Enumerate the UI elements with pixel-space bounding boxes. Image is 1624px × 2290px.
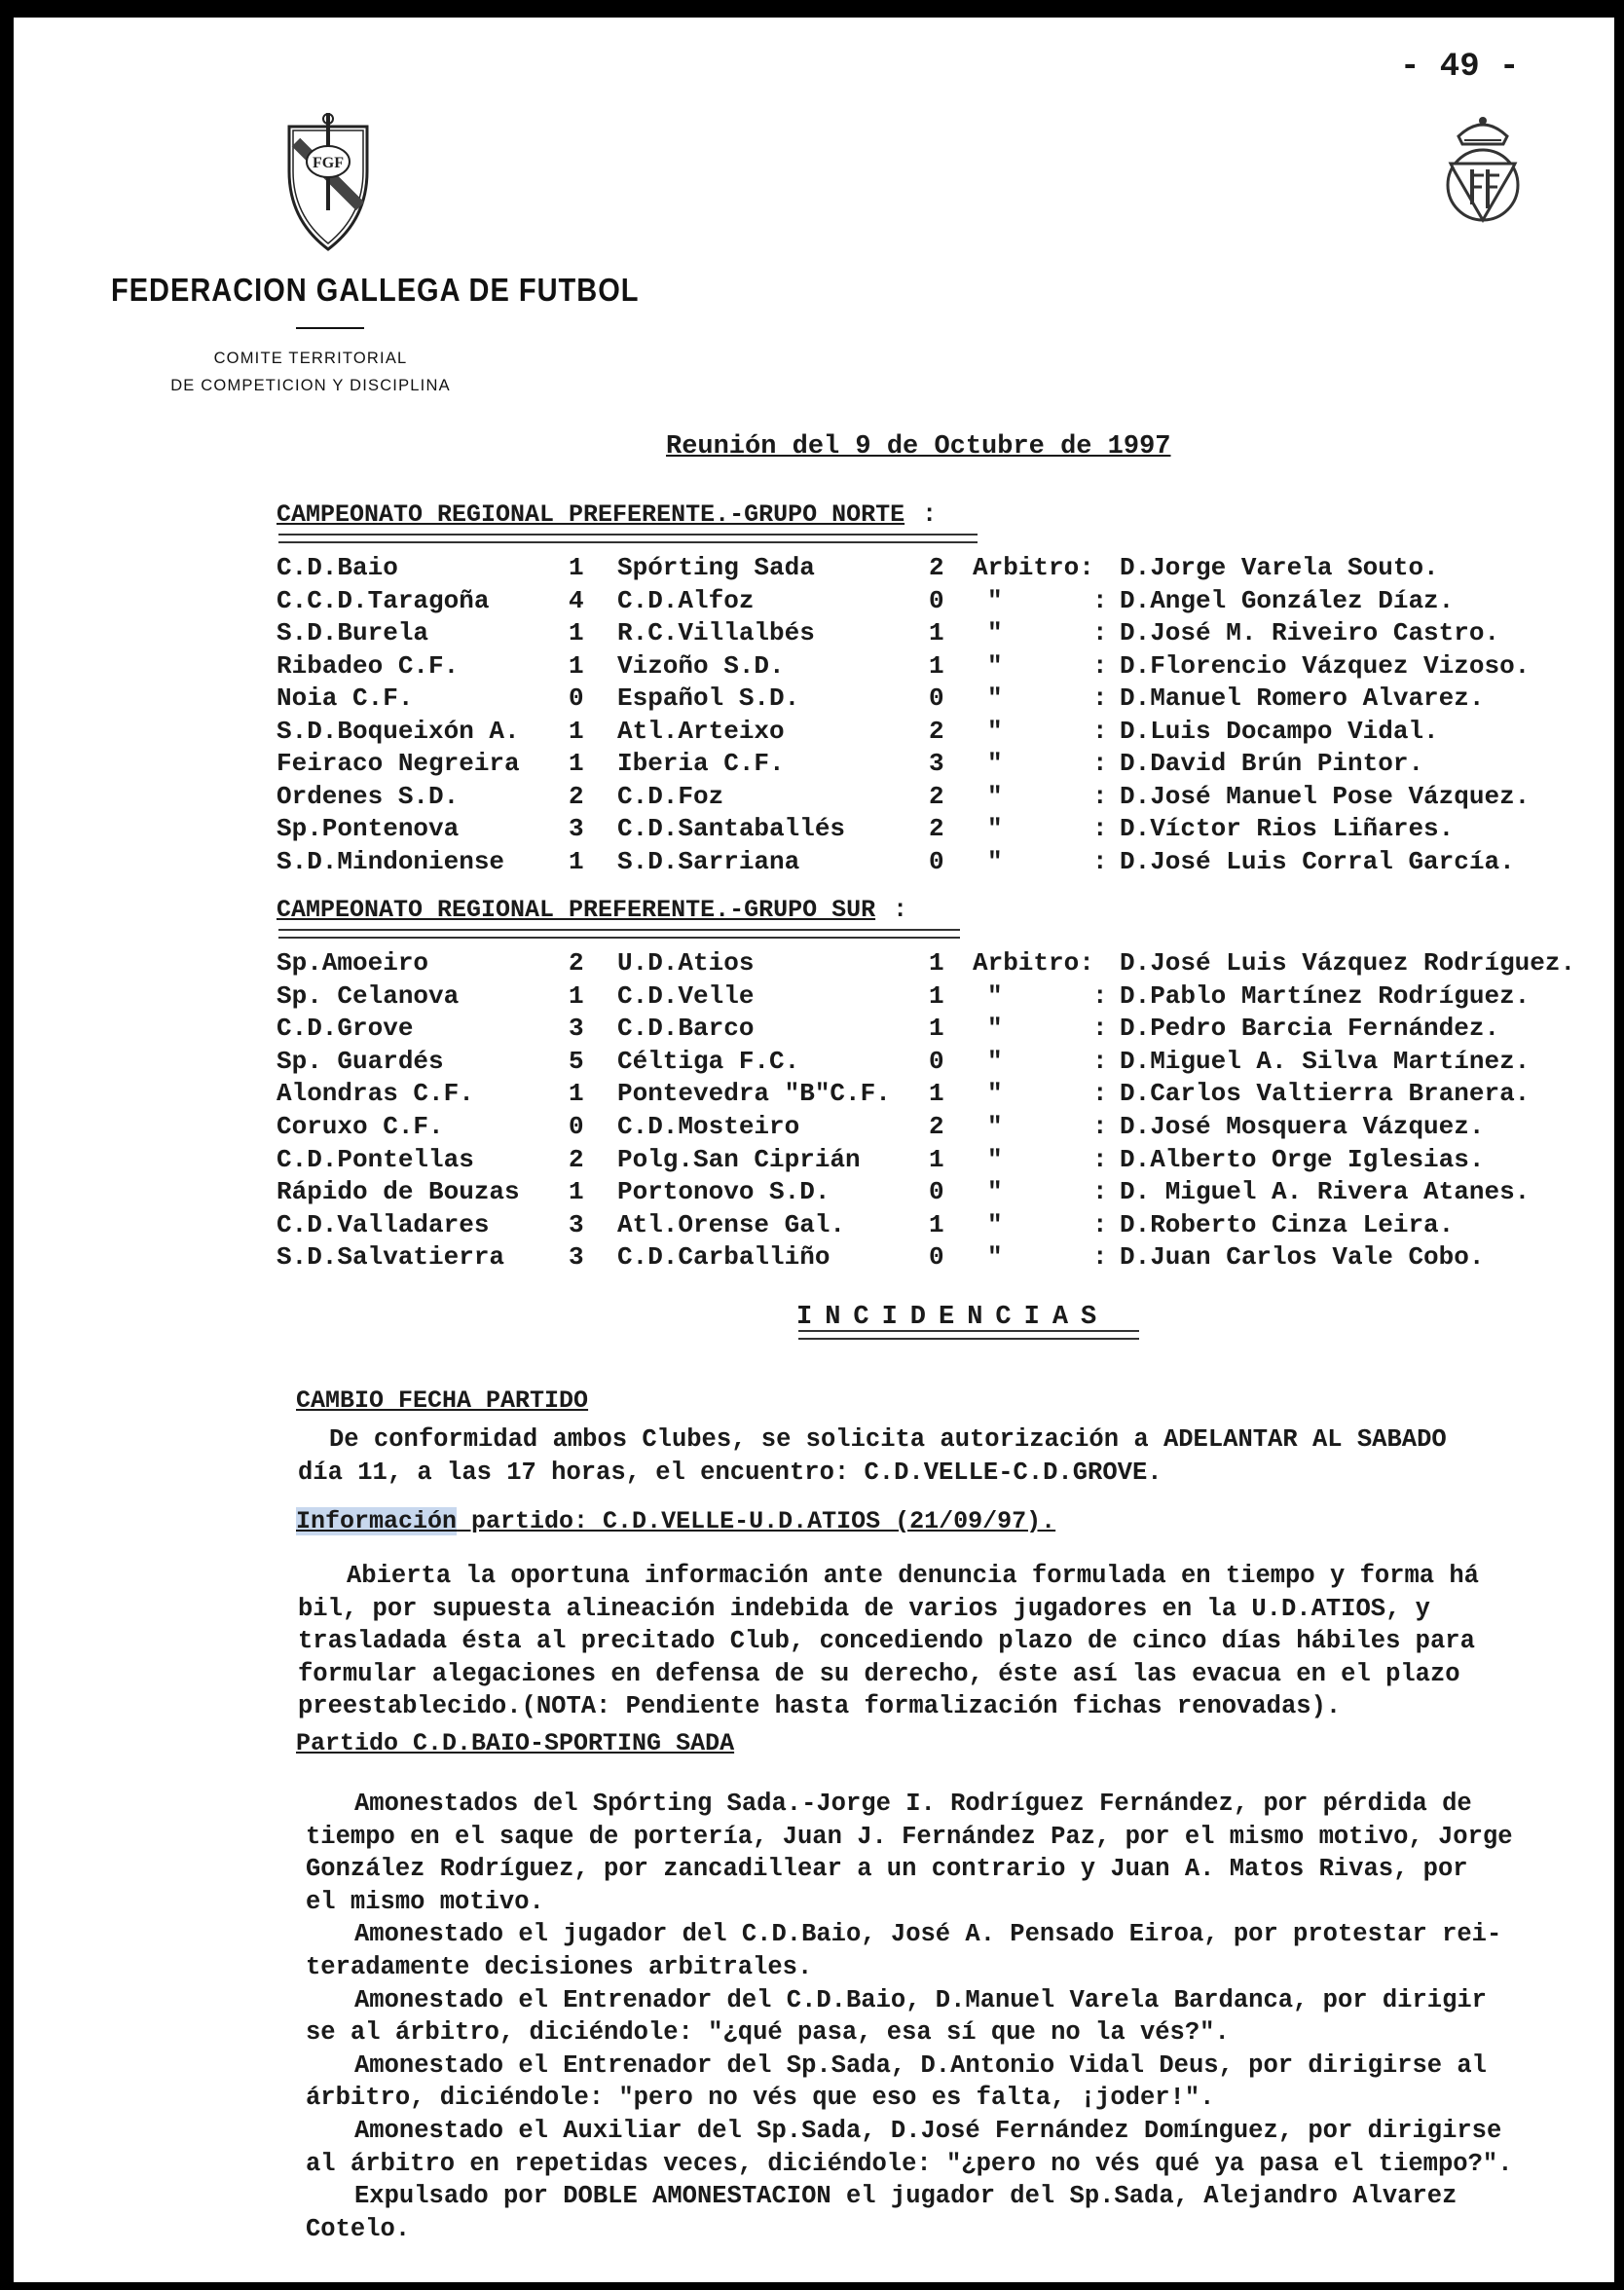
referee-separator: : (1092, 1046, 1108, 1076)
referee-name: D.Víctor Rios Liñares. (1120, 814, 1455, 843)
baio-line: teradamente decisiones arbitrales. (306, 1952, 813, 1981)
referee-name: D.José M. Riveiro Castro. (1120, 618, 1500, 647)
home-score: 1 (569, 553, 584, 582)
home-team: C.C.D.Taragoña (277, 585, 490, 615)
away-score: 1 (929, 618, 944, 647)
away-score: 2 (929, 781, 944, 811)
home-score: 1 (569, 749, 584, 778)
home-score: 1 (569, 980, 584, 1011)
referee-name: D.Miguel A. Silva Martínez. (1120, 1046, 1531, 1076)
away-team: U.D.Atios (617, 948, 755, 978)
home-team: Ordenes S.D. (277, 781, 460, 811)
away-team: Español S.D. (617, 683, 800, 713)
away-team: C.D.Alfoz (617, 585, 755, 615)
referee-name: D.Angel González Díaz. (1120, 585, 1455, 615)
home-team: Feiraco Negreira (277, 749, 520, 778)
home-team: Coruxo C.F. (277, 1112, 444, 1141)
away-team: C.D.Velle (617, 980, 755, 1011)
referee-separator: : (1092, 781, 1108, 811)
referee-name: D.Roberto Cinza Leira. (1120, 1209, 1455, 1239)
norte-title-text: CAMPEONATO REGIONAL PREFERENTE.-GRUPO NORTE (277, 500, 905, 529)
referee-label: " (987, 814, 1003, 843)
home-score: 1 (569, 650, 584, 681)
referee-label: " (987, 683, 1003, 713)
away-score: 3 (929, 749, 944, 778)
referee-label: " (987, 1014, 1003, 1044)
referee-separator: : (1092, 683, 1108, 713)
away-team: Polg.San Ciprián (617, 1144, 861, 1174)
referee-label: " (987, 650, 1003, 681)
baio-line: Amonestados del Spórting Sada.-Jorge I. Rodríguez Fernández, por pérdida de (354, 1790, 1472, 1818)
home-team: C.D.Grove (277, 1014, 414, 1044)
referee-label: " (987, 980, 1003, 1011)
away-team: Céltiga F.C. (617, 1046, 800, 1076)
referee-label: Arbitro: (973, 553, 1094, 582)
referee-name: D.José Luis Corral García. (1120, 846, 1515, 876)
info-paragraph (298, 1560, 1622, 1723)
rfef-crest-icon (1441, 111, 1525, 228)
home-score: 0 (569, 1112, 584, 1141)
referee-label: " (987, 618, 1003, 647)
away-team: C.D.Foz (617, 781, 724, 811)
cambio-line: De conformidad ambos Clubes, se solicita autorización a ADELANTAR AL SABADO (329, 1425, 1447, 1454)
home-team: Sp. Celanova (277, 980, 460, 1011)
away-score: 1 (929, 1144, 944, 1174)
baio-line: árbitro, diciéndole: "pero no vés que eso es falta, ¡joder!". (306, 2084, 1215, 2113)
referee-separator: : (1092, 980, 1108, 1011)
referee-separator: : (1092, 814, 1108, 843)
referee-name: D.Carlos Valtierra Branera. (1120, 1079, 1531, 1109)
baio-line: Expulsado por DOBLE AMONESTACION el jugador del Sp.Sada, Alejandro Alvarez (354, 2182, 1458, 2211)
referee-name: D.David Brún Pintor. (1120, 749, 1424, 778)
referee-label: " (987, 781, 1003, 811)
away-score: 2 (929, 1112, 944, 1141)
info-line: formular alegaciones en defensa de su derecho, éste así las evacua en el plazo (298, 1659, 1460, 1688)
referee-label: " (987, 1177, 1003, 1207)
away-team: R.C.Villalbés (617, 618, 815, 647)
home-score: 5 (569, 1046, 584, 1076)
home-team: Alondras C.F. (277, 1079, 474, 1109)
baio-line: González Rodríguez, por zancadillear a un contrario y Juan A. Matos Rivas, por (306, 1855, 1468, 1884)
away-score: 2 (929, 553, 944, 582)
referee-separator: : (1092, 1014, 1108, 1044)
referee-label: " (987, 585, 1003, 615)
info-line: bil, por supuesta alineación indebida de varios jugadores en la U.D.ATIOS, y (298, 1594, 1430, 1623)
svg-text:FGF: FGF (313, 155, 344, 171)
away-score: 2 (929, 716, 944, 746)
away-score: 1 (929, 948, 944, 978)
sur-title-text: CAMPEONATO REGIONAL PREFERENTE.-GRUPO SUR (277, 896, 876, 924)
referee-label: " (987, 1209, 1003, 1239)
away-team: Portonovo S.D. (617, 1177, 830, 1207)
away-score: 0 (929, 846, 944, 876)
norte-section-title (277, 500, 937, 529)
referee-separator: : (1092, 716, 1108, 746)
home-team: S.D.Boqueixón A. (277, 716, 520, 746)
sur-section-title (277, 896, 907, 924)
baio-line: Amonestado el Auxiliar del Sp.Sada, D.José Fernández Domínguez, por dirigirse (354, 2116, 1502, 2145)
document-page (14, 18, 1614, 2282)
referee-label: Arbitro: (973, 948, 1094, 978)
away-team: Pontevedra "B"C.F. (617, 1079, 891, 1109)
referee-name: D.José Mosquera Vázquez. (1120, 1112, 1485, 1141)
committee-line-1: COMITE TERRITORIAL (213, 350, 408, 367)
incidencias-title: INCIDENCIAS (796, 1303, 1110, 1332)
home-team: Sp. Guardés (277, 1046, 444, 1076)
referee-name: D.Manuel Romero Alvarez. (1120, 683, 1485, 713)
home-score: 3 (569, 1242, 584, 1273)
home-team: C.D.Valladares (277, 1209, 490, 1239)
referee-label: " (987, 1144, 1003, 1174)
away-team: C.D.Mosteiro (617, 1112, 800, 1141)
cambio-heading: CAMBIO FECHA PARTIDO (296, 1386, 589, 1415)
info-line: preestablecido.(NOTA: Pendiente hasta formalización fichas renovadas). (298, 1692, 1342, 1721)
away-score: 0 (929, 1046, 944, 1076)
away-team: C.D.Carballiño (617, 1242, 830, 1273)
baio-line: tiempo en el saque de portería, Juan J. Fernández Paz, por el mismo motivo, Jorge (306, 1822, 1513, 1851)
baio-line: Amonestado el jugador del C.D.Baio, José A. Pensado Eiroa, por protestar rei- (354, 1920, 1502, 1949)
away-score: 0 (929, 1177, 944, 1207)
away-score: 0 (929, 1242, 944, 1273)
home-team: Noia C.F. (277, 683, 414, 713)
home-score: 3 (569, 1014, 584, 1044)
sur-double-rule (278, 929, 960, 939)
info-heading-rest: partido: C.D.VELLE-U.D.ATIOS (21/09/97). (457, 1507, 1056, 1535)
referee-label: " (987, 716, 1003, 746)
home-team: Ribadeo C.F. (277, 650, 460, 681)
home-team: S.D.Burela (277, 618, 429, 647)
baio-line: Cotelo. (306, 2214, 411, 2243)
referee-separator: : (1092, 1144, 1108, 1174)
referee-label: " (987, 1046, 1003, 1076)
home-team: S.D.Mindoniense (277, 846, 505, 876)
referee-label: " (987, 1242, 1003, 1273)
referee-name: D. Miguel A. Rivera Atanes. (1120, 1177, 1531, 1207)
referee-separator: : (1092, 618, 1108, 647)
referee-separator: : (1092, 749, 1108, 778)
federation-crest-icon (284, 113, 372, 253)
referee-separator: : (1092, 1242, 1108, 1273)
referee-separator: : (1092, 650, 1108, 681)
home-score: 3 (569, 1209, 584, 1239)
referee-name: D.José Manuel Pose Vázquez. (1120, 781, 1531, 811)
home-score: 2 (569, 1144, 584, 1174)
home-score: 4 (569, 585, 584, 615)
away-team: Atl.Arteixo (617, 716, 785, 746)
referee-separator: : (1092, 1079, 1108, 1109)
referee-name: D.Pablo Martínez Rodríguez. (1120, 980, 1531, 1011)
home-team: C.D.Pontellas (277, 1144, 474, 1174)
referee-separator: : (1092, 1177, 1108, 1207)
sur-title-colon: : (893, 896, 908, 924)
away-score: 1 (929, 1209, 944, 1239)
referee-name: D.Juan Carlos Vale Cobo. (1120, 1242, 1485, 1273)
meeting-title: Reunión del 9 de Octubre de 1997 (666, 432, 1171, 462)
referee-name: D.Jorge Varela Souto. (1120, 553, 1439, 582)
federation-name: FEDERACION GALLEGA DE FUTBOL (111, 273, 640, 309)
baio-line: Amonestado el Entrenador del C.D.Baio, D.Manuel Varela Bardanca, por dirigir (354, 1985, 1487, 2014)
referee-name: D.Florencio Vázquez Vizoso. (1120, 650, 1531, 681)
referee-name: D.Pedro Barcia Fernández. (1120, 1014, 1500, 1044)
away-score: 0 (929, 585, 944, 615)
baio-line: el mismo motivo. (306, 1887, 544, 1916)
away-team: Vizoño S.D. (617, 650, 785, 681)
referee-label: " (987, 1112, 1003, 1141)
home-score: 1 (569, 1177, 584, 1207)
home-score: 2 (569, 948, 584, 978)
home-score: 1 (569, 618, 584, 647)
referee-separator: : (1092, 1112, 1108, 1141)
home-team: S.D.Salvatierra (277, 1242, 505, 1273)
home-score: 3 (569, 814, 584, 843)
home-score: 0 (569, 683, 584, 713)
incidencias-double-rule (798, 1330, 1139, 1340)
away-team: C.D.Barco (617, 1014, 755, 1044)
referee-name: D.José Luis Vázquez Rodríguez. (1120, 948, 1576, 978)
baio-line: Amonestado el Entrenador del Sp.Sada, D.Antonio Vidal Deus, por dirigirse al (354, 2050, 1487, 2080)
away-team: Spórting Sada (617, 553, 815, 582)
away-score: 1 (929, 1014, 944, 1044)
cambio-paragraph (298, 1423, 1614, 1489)
referee-name: D.Luis Docampo Vidal. (1120, 716, 1439, 746)
page-number: - 49 - (1400, 49, 1520, 86)
away-score: 1 (929, 980, 944, 1011)
home-score: 1 (569, 716, 584, 746)
info-heading (296, 1507, 1055, 1535)
referee-label: " (987, 846, 1003, 876)
info-heading-highlight: Información (296, 1507, 458, 1535)
info-line: Abierta la oportuna información ante denuncia formulada en tiempo y forma há (347, 1562, 1479, 1590)
cambio-line: día 11, a las 17 horas, el encuentro: C.D.VELLE-C.D.GROVE. (298, 1458, 1163, 1487)
home-team: Rápido de Bouzas (277, 1177, 520, 1207)
home-team: C.D.Baio (277, 553, 398, 582)
away-score: 1 (929, 1079, 944, 1109)
referee-label: " (987, 749, 1003, 778)
baio-paragraph (306, 1788, 1620, 2245)
committee-line-2: DE COMPETICION Y DISCIPLINA (170, 377, 451, 394)
referee-separator: : (1092, 585, 1108, 615)
home-score: 1 (569, 1079, 584, 1109)
info-line: trasladada ésta al precitado Club, concediendo plazo de cinco días hábiles para (298, 1627, 1475, 1656)
baio-line: al árbitro en repetidas veces, diciéndole: "¿pero no vés qué ya pasa el tiempo?". (306, 2149, 1513, 2178)
norte-title-colon: : (922, 500, 938, 529)
committee-name (111, 345, 510, 399)
home-score: 1 (569, 846, 584, 876)
away-score: 0 (929, 683, 944, 713)
referee-label: " (987, 1079, 1003, 1109)
away-team: C.D.Santaballés (617, 814, 846, 843)
home-team: Sp.Amoeiro (277, 948, 429, 978)
away-team: Iberia C.F. (617, 749, 785, 778)
away-team: Atl.Orense Gal. (617, 1209, 846, 1239)
home-team: Sp.Pontenova (277, 814, 460, 843)
away-score: 1 (929, 650, 944, 681)
federation-divider (296, 327, 364, 329)
baio-line: se al árbitro, diciéndole: "¿qué pasa, esa sí que no la vés?". (306, 2018, 1230, 2048)
norte-double-rule (278, 534, 978, 543)
home-score: 2 (569, 781, 584, 811)
away-score: 2 (929, 814, 944, 843)
baio-heading: Partido C.D.BAIO-SPORTING SADA (296, 1729, 735, 1757)
away-team: S.D.Sarriana (617, 846, 800, 876)
referee-separator: : (1092, 846, 1108, 876)
referee-separator: : (1092, 1209, 1108, 1239)
referee-name: D.Alberto Orge Iglesias. (1120, 1144, 1485, 1174)
